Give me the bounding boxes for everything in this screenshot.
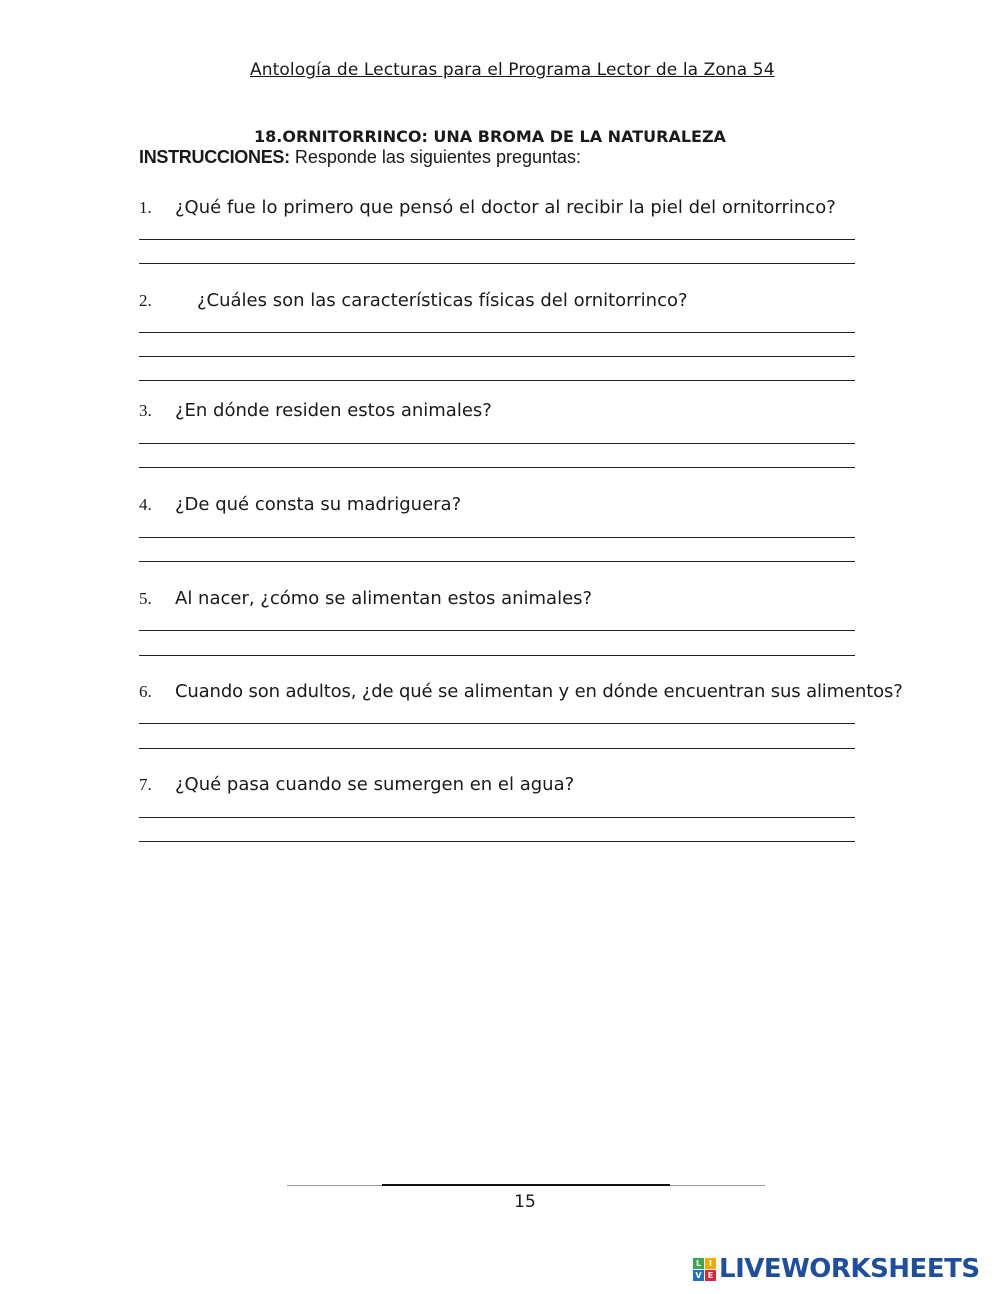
question-text: ¿Qué fue lo primero que pensó el doctor al recibir la piel del ornitorrinco?	[175, 197, 836, 218]
question-2	[139, 290, 688, 311]
question-6	[139, 681, 903, 702]
instructions-label: INSTRUCCIONES:	[139, 147, 290, 167]
answer-line[interactable]	[139, 467, 855, 468]
logo-tile: I	[705, 1258, 716, 1269]
logo-tile: V	[693, 1270, 704, 1281]
answer-line[interactable]	[139, 561, 855, 562]
question-7	[139, 774, 574, 795]
question-number: 2.	[139, 291, 152, 310]
instructions-text: Responde las siguientes preguntas:	[289, 147, 582, 167]
question-5	[139, 588, 592, 609]
footer-divider-accent	[382, 1184, 670, 1186]
question-text: Al nacer, ¿cómo se alimentan estos animales?	[175, 588, 593, 609]
question-number: 1.	[139, 198, 152, 217]
question-4	[139, 494, 461, 515]
answer-line[interactable]	[139, 537, 855, 538]
question-text: ¿En dónde residen estos animales?	[175, 400, 492, 421]
question-text: ¿De qué consta su madriguera?	[175, 494, 462, 515]
answer-line[interactable]	[139, 723, 855, 724]
answer-line[interactable]	[139, 817, 855, 818]
question-3	[139, 400, 492, 421]
instructions	[139, 147, 581, 168]
page-number: 15	[514, 1192, 536, 1212]
answer-line[interactable]	[139, 356, 855, 357]
question-number: 7.	[139, 775, 152, 794]
document-header: Antología de Lecturas para el Programa Lector de la Zona 54	[250, 60, 775, 80]
logo-tile: L	[693, 1258, 704, 1269]
answer-line[interactable]	[139, 630, 855, 631]
brand-name: LIVEWORKSHEETS	[719, 1254, 980, 1284]
worksheet-title: 18.ORNITORRINCO: UNA BROMA DE LA NATURALEZA	[254, 127, 726, 146]
question-number: 5.	[139, 589, 152, 608]
question-number: 6.	[139, 682, 152, 701]
question-1	[139, 197, 836, 218]
question-text: ¿Cuáles son las características físicas del ornitorrinco?	[197, 290, 688, 311]
answer-line[interactable]	[139, 332, 855, 333]
answer-line[interactable]	[139, 239, 855, 240]
answer-line[interactable]	[139, 443, 855, 444]
question-text: ¿Qué pasa cuando se sumergen en el agua?	[175, 774, 575, 795]
logo-tile: E	[705, 1270, 716, 1281]
question-number: 4.	[139, 495, 152, 514]
question-number: 3.	[139, 401, 152, 420]
answer-line[interactable]	[139, 263, 855, 264]
question-text: Cuando son adultos, ¿de qué se alimentan y en dónde encuentran sus alimentos?	[175, 681, 903, 702]
liveworksheets-logo-icon	[693, 1258, 716, 1281]
liveworksheets-brand	[693, 1254, 980, 1284]
answer-line[interactable]	[139, 380, 855, 381]
answer-line[interactable]	[139, 841, 855, 842]
answer-line[interactable]	[139, 748, 855, 749]
answer-line[interactable]	[139, 655, 855, 656]
